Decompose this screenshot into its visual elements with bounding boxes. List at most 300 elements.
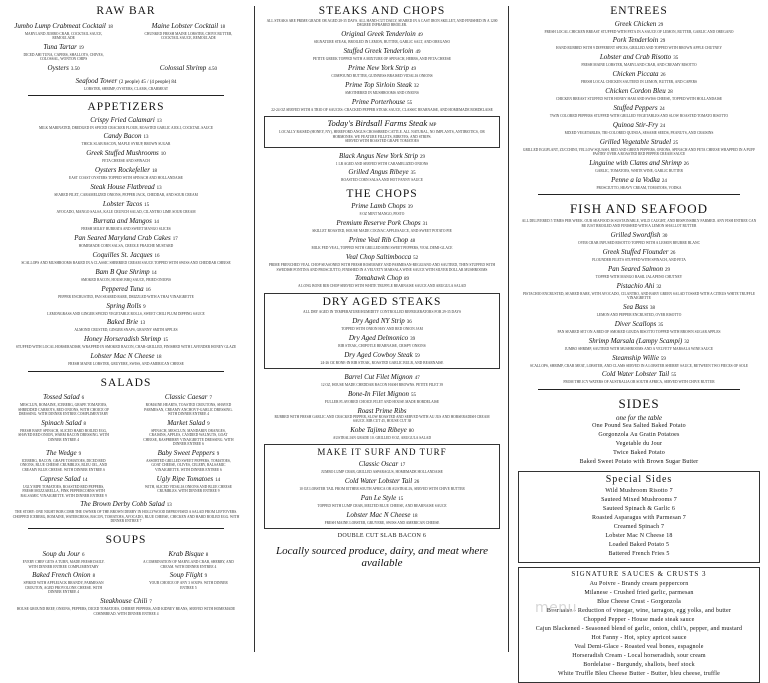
item-name [6, 22, 121, 32]
menu-item [256, 81, 508, 95]
menu-column-center [256, 0, 508, 658]
menu-item [510, 36, 768, 50]
item-name [6, 449, 121, 459]
sauces-box [518, 567, 760, 683]
soups-title: SOUPS [105, 533, 147, 546]
appetizers-list [0, 116, 252, 367]
item-name [0, 500, 252, 510]
list-line: Loaded Baked Potato 5 [608, 541, 670, 548]
menu-item [510, 265, 768, 279]
item-desc: SMOKED BACON, HOUSE BBQ SAUCE, FRIED ONIONS [80, 277, 172, 282]
item-desc: TWIN COLORED PEPPERS STUFFED WITH GRILLED VEGETABLES AND SLOW ROASTED TOMATO RISOTTO [549, 114, 729, 119]
item-name [131, 449, 246, 459]
menu-item [510, 70, 768, 84]
item-name-text: Lobster Mac N Cheese [90, 352, 155, 361]
item-price: 89 [404, 277, 409, 283]
item-name-text: Stuffed Peppers [613, 104, 658, 113]
item-name-text: Cold Water Lobster Tail [344, 476, 413, 485]
item-name [510, 282, 768, 292]
item-desc: FULLER FLAVORED CHOICE FILET AND HOUSE MADE BORDELAISE [324, 399, 440, 404]
watermark: menu [535, 600, 577, 616]
item-name-text: Soup du Jour [42, 550, 81, 559]
item-name [510, 354, 768, 364]
column-divider [508, 6, 509, 652]
menu-item [256, 47, 508, 61]
list-line: Sauteed Spinach & Garlic 6 [602, 505, 676, 512]
chops-list [256, 202, 508, 288]
item-name [510, 36, 768, 46]
item-price: 13 [143, 135, 149, 141]
item-name-text: Dry Aged Delmonico [348, 333, 409, 342]
menu-item [267, 351, 497, 365]
item-price: 26 [683, 162, 689, 168]
item-price: 35 [673, 56, 679, 62]
item-price: 24 [660, 123, 666, 129]
item-row [0, 569, 252, 595]
menu-item [0, 318, 252, 332]
steaks-list [256, 30, 508, 112]
menu-item [0, 132, 252, 146]
item-name-text: Shrimp Marsala (Lampy Scampi) [588, 336, 683, 345]
item-desc: 8 OZ MINT MANGO, PESTO [359, 212, 405, 217]
menu-column-left [0, 0, 252, 658]
item-desc: GARLIC, TOMATOES, WHITE WINE, GARLIC BUTTER [595, 169, 683, 174]
item-desc: MILK MARINATED, DREDGED IN SPICED CRACKER FLOUR, ROASTED GARLIC AIOLI, COCKTAIL SAUCE [38, 125, 214, 130]
divider [538, 194, 740, 195]
surf-turf-list [267, 460, 497, 525]
item-name [0, 217, 252, 227]
item-desc: JUMBO LUMP CRAB, GRILLED ASPARAGUS, HOMEMADE HOLLANDAISE [321, 469, 443, 474]
item-name [256, 30, 508, 40]
item-price: 8 [92, 574, 96, 580]
item-price: 32 [656, 284, 662, 290]
menu-item [267, 460, 497, 474]
item-price: 28 [667, 90, 673, 96]
item-cell [131, 548, 246, 569]
item-desc: SCALLOPS AND MUSHROOMS BAKED IN A CLASSIC SHERRIED CREAM SAUCE TOPPED WITH SWISS AND CHEDDAR CHEESE [21, 260, 231, 265]
item-desc: YOUR CHOICE OF ANY 3 SOUPS. WITH DINNER ENTREE 5 [149, 581, 228, 590]
item-desc: SEARED FILET, CARAMELIZED ONIONS, PEPPER JACK, CHEDDAR, AND SOUR CREAM [54, 193, 198, 198]
item-name [131, 22, 246, 32]
menu-item [131, 22, 246, 41]
sauces-title: SIGNATURE SAUCES & CRUSTS 3 [571, 569, 707, 578]
item-desc: FRESH MILKY BURRATA AND SWEET MANGO SLICES [81, 226, 171, 231]
item-desc: DICED AHI TUNA, CAPERS, SHALLOTS, CHIVES, COLOSSAL, WONTON CHIPS [23, 52, 104, 62]
menu-item [267, 511, 497, 525]
list-line: Battered French Fries 5 [608, 550, 670, 557]
item-name-text: Pan Seared Salmon [608, 264, 663, 273]
item-name-text: Prime Porterhouse [351, 97, 406, 106]
farm-steak-box [264, 116, 500, 147]
item-name [0, 352, 252, 362]
item-name [510, 104, 768, 114]
item-price: 38 [650, 305, 656, 311]
item-desc: FROM THE ICY WATERS OF AUSTRALIA OR SOUTH AFRICA, SERVED WITH CHIVE BUTTER [563, 380, 715, 385]
item-price: 14 [215, 477, 221, 483]
item-price: 47 [414, 375, 420, 381]
item-price: 52 [413, 256, 419, 262]
item-row [0, 548, 252, 569]
item-cell [6, 472, 121, 498]
item-name-text: Grilled Angus Ribeye [348, 168, 409, 177]
item-desc: 12 OZ, HOUSE MADE CHEDDAR BACON HASH BROWNS. PETITE FILET 39 [320, 382, 444, 387]
list-line: Au Poivre - Brandy cream peppercorn [589, 580, 689, 587]
item-name [6, 419, 121, 429]
item-desc: PRIME FRENCHED VEAL CHOP SEASONED WITH FRESH ROSEMARY AND PARMESAN-REGGIANO AND SAUTEED, THEN STUFFED WITH SWEDISH FONTINA AND PROSCIUTTO, FINISHED IN A VELVETY MARSALA WINE SAUCE WITH SILVER DOLLAR MUSHROOMS [268, 263, 496, 272]
sides-list [510, 422, 768, 467]
item-name [0, 132, 252, 142]
item-price: 30 [662, 233, 668, 239]
item-desc: TOPPED WITH ONION HAY AND RED ONION JAM [341, 326, 423, 331]
item-desc: MARYLAND JUMBO CRAB, COCKTAIL SAUCE, REMOULADE [24, 31, 103, 40]
item-name-text: Greek Stuffed Mushrooms [86, 149, 159, 158]
item-name [6, 64, 121, 74]
list-line: Lobster Mac N Cheese 18 [605, 532, 673, 539]
menu-item [510, 320, 768, 334]
item-name [131, 571, 246, 581]
menu-item [510, 337, 768, 351]
item-price: 18 [107, 24, 113, 30]
item-name [0, 251, 252, 261]
menu-item [0, 234, 252, 248]
item-desc: FRESH MAINE LOBSTER, MARYLAND CRAB, AND CREAMY RISOTTO [581, 63, 697, 68]
item-price: 29 [419, 154, 425, 160]
menu-item [0, 200, 252, 214]
item-name-text: Maine Lobster Cocktail [151, 21, 219, 30]
menu-item [510, 231, 768, 245]
item-desc: OVER CRAB INFUSED RISOTTO TOPPED WITH A LEMON BEURRE BLANC [577, 240, 701, 245]
list-line: White Truffle Bleu Cheese Butter - Butter, bleu cheese, truffle [558, 670, 720, 677]
item-name-text: Ugly Ripe Tomatoes [156, 474, 214, 483]
item-name-text: Classic Caesar [164, 393, 208, 402]
menu-item [256, 407, 508, 424]
item-name [256, 98, 508, 108]
menu-item [0, 335, 252, 349]
item-name [256, 47, 508, 57]
item-name-text: Penne a la Vodka [611, 176, 660, 185]
item-desc: CHICKEN BREAST STUFFED WITH HONEY HAM AND SWISS CHEESE, TOPPED WITH HOLLANDAISE [555, 97, 723, 102]
item-name-text: Spinach Salad [41, 418, 82, 427]
item-price: 32 [684, 339, 690, 345]
item-desc: MIXED VEGETABLES, TRI-COLORED QUINOA, SESAME SEEDS, PEANUTS, AND CRAISINS [564, 130, 714, 135]
item-price: 55 [671, 373, 677, 379]
salads-section [0, 391, 252, 524]
item-name-text: Candy Bacon [103, 132, 142, 141]
item-name [0, 268, 252, 278]
menu-item [267, 317, 497, 331]
item-name-text: Baked French Onion [32, 571, 91, 580]
menu-item [256, 253, 508, 272]
menu-item [0, 352, 252, 366]
farm-steak-title: Today's Birdsall Farms Steak MP [327, 118, 437, 129]
menu-item [131, 64, 246, 74]
list-line: Baked Sweet Potato with Brown Sugar Butter [579, 458, 699, 465]
raw-bar-section [0, 19, 252, 91]
item-desc: 24-26 OZ BONE-IN RIB STEAK, ROASTED GARLIC BULB, AND BEARNAISE [320, 360, 444, 365]
farm-steak-sub: SERVED WITH ROASTED GRAPE TOMATOES [345, 139, 419, 144]
menu-item [256, 202, 508, 216]
item-cell [6, 19, 121, 40]
item-price: 39 [410, 336, 416, 342]
special-sides-title: Special Sides [605, 473, 673, 485]
item-price: 7 [209, 396, 212, 402]
item-desc: FRESH LOCAL CHICKEN SAUTEED IN LEMON, BUTTER, AND CAPERS [580, 80, 698, 85]
item-price: 48 [410, 239, 416, 245]
item-name-text: Diver Scallops [614, 319, 657, 328]
menu-item [510, 87, 768, 101]
surf-turf-title: MAKE IT SURF AND TURF [317, 447, 447, 458]
item-desc: FETA CHEESE AND SPINACH [102, 159, 150, 164]
item-cell [131, 446, 246, 472]
menu-item [256, 168, 508, 182]
item-desc: PROSCIUTTO, HEAVY CREAM, TOMATOES, VODKA [596, 186, 682, 191]
menu-item [0, 285, 252, 299]
menu-item [510, 121, 768, 135]
item-price: 26 [660, 73, 666, 79]
menu-item [131, 419, 246, 447]
steaks-intro: ALL STEAKS ARE PRIME GRADE OR AGED 28-35 DAYS. ALL HAND-CUT DAILY, SEARED IN A CAST IRON SKILLET, AND FINISHED IN A 1200 DEGREE INFRARED BROILER. [266, 19, 498, 28]
menu-item [0, 268, 252, 282]
item-row [0, 19, 252, 40]
item-name [510, 53, 768, 63]
item-price: 17 [172, 236, 178, 242]
item-name [267, 334, 497, 344]
item-desc: ROMAINE HEARTS, TOASTED CROUTONS, SHAVED PARMESAN, CREAMY ANCHOVY-GARLIC DRESSING. WITH DINNER ENTREE 4 [144, 403, 233, 416]
fish-title: FISH AND SEAFOOD [569, 201, 709, 217]
soups-section [0, 548, 252, 616]
item-row [0, 391, 252, 417]
item-price: 13 [156, 186, 162, 192]
menu-item [0, 183, 252, 197]
list-line: Twice Baked Potato [613, 449, 665, 456]
menu-item [510, 354, 768, 368]
item-desc: HOUSE GROUND BEEF, ONIONS, PEPPERS, DICED TOMATOES, CHERRY PEPPERS, AND KIDNEY BEANS, SERVED WITH HOMEMADE CORNBREAD. WITH DINNER ENTREE 4 [16, 607, 236, 616]
item-price: 15 [398, 496, 404, 502]
menu-item [6, 64, 121, 74]
item-name-text: Soup Flight [169, 571, 203, 580]
item-desc: A COMBINATION OF MARYLAND CRAB, SHERRY, AND CREAM. WITH DINNER ENTREE 4 [143, 560, 234, 569]
item-name-text: Krab Bisque [168, 550, 204, 559]
entrees-title: ENTREES [610, 5, 668, 17]
list-line: Wild Mushroom Risotto 7 [605, 487, 673, 494]
item-price: 15 [163, 338, 168, 344]
list-line: Creamed Spinach 7 [613, 523, 665, 530]
item-desc: RUBBED WITH FRESH GARLIC AND CRACKED PEPPER, SLOW ROASTED AND SERVED WITH AU JUS AND HORSERADISH CREAM SAUCE. RIB CUT 45, HOUSE CUT 38 [274, 414, 490, 424]
item-name-text: Cold Water Lobster Tail [601, 370, 670, 379]
item-price: 18 [156, 355, 162, 361]
item-name-text: Grilled Vegetable Strudel [599, 137, 672, 146]
item-name [510, 121, 768, 131]
item-name-text: Pan Le Style [360, 493, 397, 502]
item-name [256, 407, 508, 415]
item-price: 9 [78, 451, 82, 457]
item-name [0, 335, 252, 345]
item-name-text: Dry Aged Cowboy Steak [344, 350, 413, 359]
item-name [267, 351, 497, 361]
menu-item [131, 475, 246, 494]
menu-item [0, 217, 252, 231]
item-price: 26 [414, 479, 420, 485]
item-desc: FRESH LOCAL CHICKEN BREAST STUFFED WITH FETA IN A SAUCE OF LEMON, BUTTER, GARLIC AND OREGANO [544, 29, 734, 34]
menu-column-right [510, 0, 768, 677]
item-name [510, 20, 768, 30]
dry-aged-list [267, 317, 497, 365]
divider [28, 528, 224, 529]
item-price: 16 [145, 287, 151, 293]
item-name-text: Barrel Cut Filet Mignon [344, 372, 413, 381]
menu-item [510, 248, 768, 262]
item-name-text: The Wedge [46, 448, 77, 457]
item-name-text: Roast Prime Ribs [357, 406, 407, 415]
menu-item [6, 43, 121, 62]
item-name [0, 116, 252, 126]
item-name-text: Tuna Tartar [43, 42, 77, 51]
menu-item [0, 302, 252, 316]
item-desc: FRESH BABY SPINACH, SLICED HARD BOILED EGG, SHAVED RED ONION, WARM BACON DRESSING. WITH DINNER ENTREE 4 [18, 428, 109, 442]
item-name-text: Honey Horseradish Shrimp [84, 335, 161, 344]
item-row [0, 40, 252, 61]
footer-tagline: Locally sourced produce, dairy, and meat where available [275, 545, 489, 570]
list-line: Vegetable du Jour [615, 440, 663, 447]
item-name [6, 550, 121, 560]
menu-item [0, 500, 252, 523]
item-name-text: Colossal Shrimp [159, 64, 207, 73]
menu-item [131, 550, 246, 569]
item-name [6, 43, 121, 53]
item-price: 8 [205, 553, 209, 559]
item-cell [131, 416, 246, 446]
item-name [267, 317, 497, 327]
menu-item [6, 550, 121, 569]
item-name-text: Lobster and Crab Risotto [599, 53, 672, 62]
item-name-text: Prime Veal Rib Chop [348, 236, 409, 245]
menu-item [510, 20, 768, 34]
dry-aged-box [264, 293, 500, 369]
item-price: 36 [406, 319, 412, 325]
item-cell [131, 569, 246, 595]
item-desc: SMOTHERED IN MUSHROOMS AND ONIONS [345, 91, 419, 96]
menu-item [0, 597, 252, 616]
menu-item [510, 138, 768, 157]
divider [28, 95, 224, 96]
menu-item [510, 53, 768, 67]
list-line: Bearnaise - Reduction of vinegar, wine, tarragon, egg yolks, and butter [546, 607, 732, 614]
item-name-text: Prime Lamb Chops [351, 202, 406, 211]
item-price: 18 [412, 513, 418, 519]
item-cell [131, 40, 246, 61]
item-name-text: Veal Chop Saltimbocca [345, 253, 412, 262]
item-cell [131, 19, 246, 40]
item-price: 6 [82, 553, 85, 559]
item-cell [6, 416, 121, 446]
item-name [0, 318, 252, 328]
item-name-text: Linguine with Clams and Shrimp [589, 159, 682, 168]
item-name-text: Stuffed Greek Tenderloin [343, 47, 414, 56]
item-price: 3.50 [70, 67, 80, 73]
farm-steak-desc: LOCALLY RAISED (HONEY, NY), HEREFORD ANGUS CROSSBRED CATTLE. ALL NATURAL, NO IMPLANTS, ANTIBIOTICS, OR HORMONES. WE FEATURE FILLETS, RIBEYES, AND STRIPS. [279, 130, 485, 139]
item-desc: PETITE GREEK TOPPED WITH A MIXTURE OF SPINACH, HERBS, AND FETA CHEESE [312, 57, 452, 62]
item-desc: SPIKED WITH APPLEJACK BRANDY, PARMESAN CROUTON, AGED PROVOLONE CHEESE. WITH DINNER ENTREE 4 [23, 581, 104, 595]
item-price: 10 [160, 152, 166, 158]
item-name-text: Kobe Tajima Ribeye [350, 426, 407, 435]
item-name-text: Bone-In Filet Mignon [347, 389, 410, 398]
steaks-more-list [256, 152, 508, 183]
item-cell [6, 62, 121, 75]
dry-aged-intro: ALL DRY AGED IN TEMPERATURE/HUMIDITY CONTROLLED REFRIGERATORS FOR 29-35 DAYS [303, 309, 461, 314]
item-desc: MILK FED VEAL, TOPPED WITH GRILLED MINI SWEET PEPPERS, VEAL DEMI-GLACE [311, 246, 453, 251]
divider [538, 389, 740, 390]
item-name-text: Grilled Swordfish [610, 230, 661, 239]
menu-item [256, 219, 508, 233]
chops-title: THE CHOPS [346, 187, 418, 200]
menu-item [267, 494, 497, 508]
menu-item [6, 449, 121, 472]
item-name [6, 393, 121, 403]
item-price: 14 [153, 219, 159, 225]
item-name [256, 236, 508, 246]
item-desc: UGLY RIPE TOMATOES, ROASTED RED PEPPERS, FRESH MOZZARELLA, PINK PEPPERCORNS WITH BALSAMIC VINAIGRETTE. WITH DINNER ENTREE 9 [20, 484, 107, 498]
item-price: 29 [658, 22, 664, 28]
item-name [131, 393, 246, 403]
item-price: 55 [407, 100, 413, 106]
item-name-text: Greek Stuffed Flounder [602, 247, 669, 256]
list-line: Veal Demi-Glace - Roasted veal bones, espagnole [574, 643, 704, 650]
item-row [0, 62, 252, 75]
item-cell [131, 62, 246, 75]
item-row [0, 446, 252, 472]
dry-aged-title: DRY AGED STEAKS [322, 295, 442, 308]
item-name [256, 373, 508, 383]
item-name [256, 390, 508, 400]
item-price: 29 [664, 267, 670, 273]
item-name [510, 320, 768, 330]
item-price: 13 [156, 118, 162, 124]
menu-item [256, 236, 508, 250]
menu-item [6, 419, 121, 442]
item-cell [6, 446, 121, 472]
item-name-text: Lobster Tacos [102, 200, 143, 209]
item-name-text: Chicken Piccata [612, 70, 659, 79]
item-desc: THICK SLAB BACON, MAPLE SYRUP, BROWN SUGAR [81, 142, 171, 147]
item-name [131, 64, 246, 74]
item-price: 29 [660, 39, 666, 45]
item-price: 13 [140, 321, 146, 327]
item-price: 80 [408, 429, 414, 435]
menu-item [510, 159, 768, 173]
item-desc: LEMONGRASS AND GINGER SPICED VEGETABLE ROLLS, SWEET CHILI PLUM DIPPING SAUCE [47, 311, 205, 316]
entrees-list [510, 20, 768, 191]
list-line: One Pound Sea Salted Baked Potato [592, 422, 686, 429]
menu-item [256, 390, 508, 404]
salads-title: SALADS [100, 376, 152, 389]
item-name [510, 159, 768, 169]
item-name-text: Baked Brie [106, 318, 139, 327]
item-name-text: Seafood Tower [75, 76, 118, 85]
item-name [0, 183, 252, 193]
special-sides-box [518, 471, 760, 563]
item-name [256, 81, 508, 91]
item-name [256, 274, 508, 284]
item-name-text: The Brown Derby Cobb Salad [80, 500, 165, 509]
item-desc: ASSORTED GRILLED SWEET PEPPERS, TOMATOES, GOAT CHEESE, OLIVES, CELERY, BALSAMIC VINAIGRETTE. WITH DINNER ENTREE 6 [146, 458, 231, 472]
menu-item [256, 274, 508, 288]
divider [28, 371, 224, 372]
item-desc: CHUNKED FRESH MAINE LOBSTER, CHIVE BUTTER, COCKTAIL SAUCE, REMOULADE [144, 31, 233, 40]
item-price: 49 [411, 67, 416, 73]
item-name [256, 426, 508, 436]
item-name [510, 265, 768, 275]
item-name-text: Market Salad [167, 418, 206, 427]
